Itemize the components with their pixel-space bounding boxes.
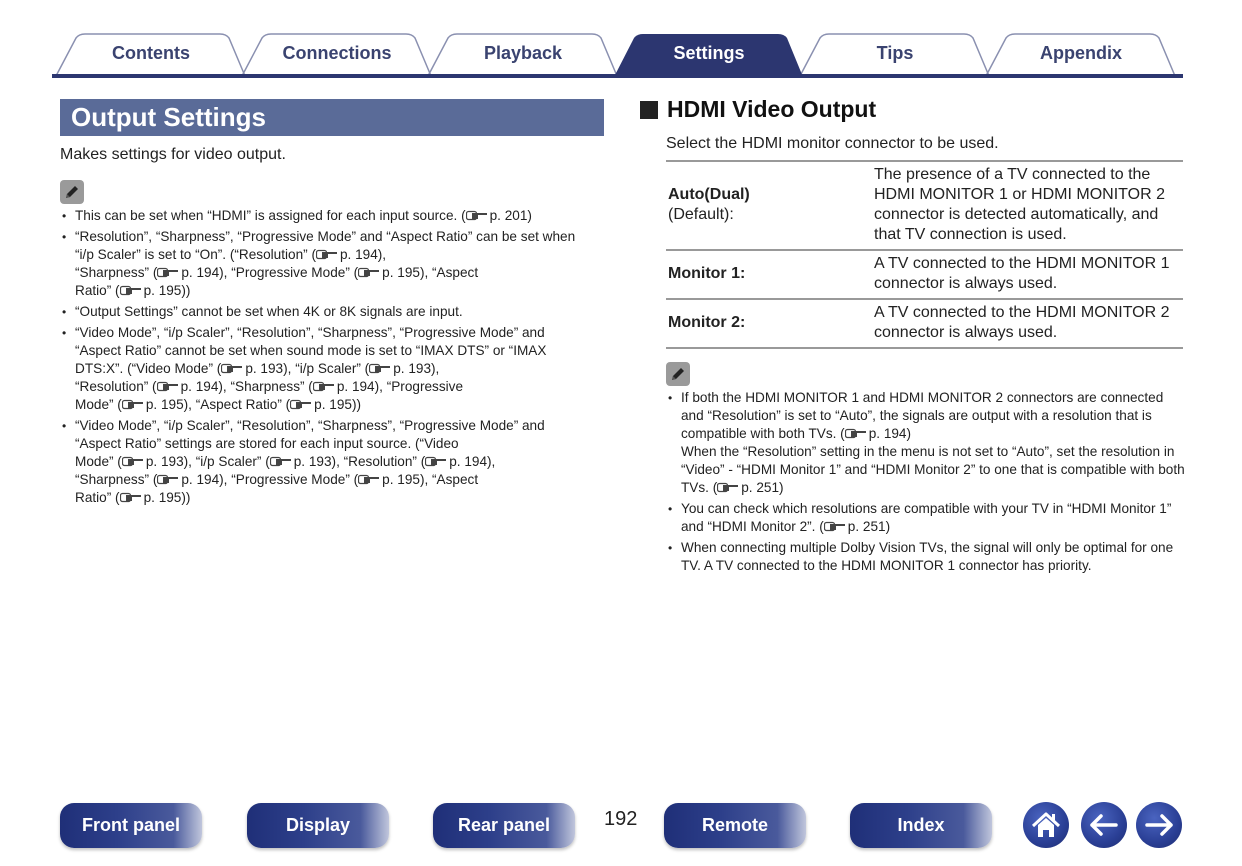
note-text: When the “Resolution” setting in the menu is not set to “Auto”, set the resolution in “Video” - “HDMI Monitor 1” and “HDMI Monitor 2” to one that is compatible with both TVs. ( [681, 444, 1185, 495]
reference-hand-icon [122, 456, 144, 467]
remote-button[interactable]: Remote [664, 803, 806, 848]
note-item [60, 303, 590, 321]
option-description: The presence of a TV connected to the HDMI MONITOR 1 or HDMI MONITOR 2 connector is detected automatically, and that TV connection is used. [874, 161, 1183, 250]
table-row [666, 161, 1183, 250]
note-text: ), [377, 247, 387, 262]
note-text: ), “Progressive Mode” ( [219, 265, 359, 280]
page-reference-link[interactable] [122, 454, 184, 469]
section-intro: Makes settings for video output. [60, 146, 286, 163]
page-reference-link[interactable] [290, 397, 352, 412]
page-reference-link[interactable] [717, 480, 779, 495]
reference-hand-icon [425, 456, 447, 467]
page-reference-link[interactable] [120, 283, 182, 298]
reference-hand-icon [221, 363, 243, 374]
arrow-right-icon [1142, 808, 1176, 842]
reference-hand-icon [717, 482, 739, 493]
page-reference-link[interactable] [466, 208, 528, 223]
page-reference-link[interactable] [358, 472, 420, 487]
page-reference-link[interactable] [157, 472, 219, 487]
subsection-heading-text: HDMI Video Output [667, 96, 877, 122]
page-reference-text: p. 194 [181, 472, 220, 487]
option-key [666, 250, 874, 299]
reference-hand-icon [845, 428, 867, 439]
arrow-left-icon [1087, 808, 1121, 842]
note-text: ) [906, 426, 912, 441]
option-name: Monitor 2: [668, 314, 746, 331]
reference-hand-icon [270, 456, 292, 467]
note-item [666, 539, 1186, 575]
front-panel-button[interactable]: Front panel [60, 803, 202, 848]
note-text: Ratio” ( [75, 490, 120, 505]
tab-connections[interactable]: Connections [282, 42, 392, 63]
page-reference-link[interactable] [358, 265, 420, 280]
tab-appendix[interactable]: Appendix [1039, 42, 1122, 63]
reference-hand-icon [157, 267, 179, 278]
pencil-icon [666, 362, 690, 386]
page-reference-text: p. 195 [382, 472, 420, 487]
note-text: ) [779, 480, 784, 495]
page-reference-link[interactable] [120, 490, 182, 505]
page-reference-link[interactable] [270, 454, 332, 469]
page-reference-link[interactable] [157, 265, 219, 280]
option-name: Auto(Dual) [668, 186, 750, 203]
note-text: “Video Mode”, “i/p Scaler”, “Resolution”, “Sharpness”, “Progressive Mode” and “Aspect Ratio” settings are stored for each input source. (“Video [75, 418, 545, 451]
page-reference-text: p. 193 [145, 454, 184, 469]
note-text: ), “i/p Scaler” ( [183, 454, 270, 469]
page-reference-link[interactable] [221, 361, 283, 376]
section-title: Output Settings [60, 99, 604, 136]
pencil-icon [60, 180, 84, 204]
note-text: “Resolution” ( [75, 379, 157, 394]
page-reference-text: p. 195 [143, 283, 182, 298]
page-reference-text: p. 195 [382, 265, 420, 280]
option-description: A TV connected to the HDMI MONITOR 2 connector is always used. [874, 299, 1183, 348]
page-reference-text: p. 194 [449, 454, 488, 469]
option-key [666, 161, 874, 250]
note-text: ), “Aspect Ratio” ( [183, 397, 291, 412]
note-text: ) [527, 208, 532, 223]
note-text: ), “Progressive Mode” ( [219, 472, 359, 487]
reference-hand-icon [316, 249, 338, 260]
next-page-button[interactable] [1136, 802, 1182, 848]
tab-tips[interactable]: Tips [876, 42, 914, 63]
note-text: )) [351, 397, 362, 412]
page-reference-text: p. 251 [847, 519, 886, 534]
page-reference-text: p. 194 [339, 247, 378, 262]
note-text: If both the HDMI MONITOR 1 and HDMI MONITOR 2 connectors are connected and “Resolution” is set to “Auto”, the signals are output with a resolution that is compatible with both TVs. ( [681, 390, 1164, 441]
note-text: ), “Aspect [419, 472, 479, 487]
reference-hand-icon [290, 399, 312, 410]
square-bullet-icon [640, 101, 658, 119]
note-text: Mode” ( [75, 397, 122, 412]
reference-hand-icon [157, 381, 179, 392]
reference-hand-icon [120, 285, 142, 296]
page-reference-link[interactable] [425, 454, 487, 469]
reference-hand-icon [358, 474, 380, 485]
previous-page-button[interactable] [1081, 802, 1127, 848]
page-reference-text: p. 194 [868, 426, 907, 441]
note-text: “Resolution”, “Sharpness”, “Progressive Mode” and “Aspect Ratio” can be set when “i/p Scaler” is set to “On”. (“Resolution” ( [75, 229, 576, 262]
page-reference-text: p. 194 [181, 265, 220, 280]
reference-hand-icon [122, 399, 144, 410]
page-reference-text: p. 195 [314, 397, 352, 412]
note-text: ), “Sharpness” ( [218, 379, 313, 394]
page-reference-link[interactable] [122, 397, 184, 412]
note-text: “Sharpness” ( [75, 265, 158, 280]
note-item [60, 207, 590, 225]
page-reference-link[interactable] [824, 519, 886, 534]
option-default-label: (Default): [668, 206, 734, 223]
note-text: ), “Resolution” ( [331, 454, 426, 469]
option-description: A TV connected to the HDMI MONITOR 1 connector is always used. [874, 250, 1183, 299]
home-button[interactable] [1023, 802, 1069, 848]
tab-contents[interactable]: Contents [112, 42, 190, 63]
page-reference-link[interactable] [313, 379, 375, 394]
note-item [666, 389, 1186, 497]
subsection-heading [640, 96, 876, 123]
display-button[interactable]: Display [247, 803, 389, 848]
subsection-description: Select the HDMI monitor connector to be used. [666, 135, 999, 152]
note-text: “Output Settings” cannot be set when 4K or 8K signals are input. [75, 304, 463, 319]
page-reference-text: p. 201 [489, 208, 528, 223]
note-item [60, 228, 590, 300]
option-key [666, 299, 874, 348]
note-text: )) [181, 283, 191, 298]
page-reference-text: p. 194 [336, 379, 375, 394]
note-item [60, 324, 590, 414]
note-text: ), [431, 361, 440, 376]
table-row [666, 250, 1183, 299]
note-text: You can check which resolutions are compatible with your TV in “HDMI Monitor 1” and “HDMI Monitor 2”. ( [681, 501, 1172, 534]
page-reference-text: p. 195 [143, 490, 182, 505]
note-text: ), “i/p Scaler” ( [283, 361, 370, 376]
page-number: 192 [604, 808, 638, 830]
reference-hand-icon [157, 474, 179, 485]
page-reference-text: p. 251 [741, 480, 780, 495]
reference-hand-icon [120, 492, 142, 503]
page-reference-text: p. 193 [393, 361, 432, 376]
page-reference-text: p. 194 [180, 379, 219, 394]
note-text: This can be set when “HDMI” is assigned for each input source. ( [75, 208, 466, 223]
note-text: Mode” ( [75, 454, 122, 469]
chapter-tabs [52, 32, 1183, 78]
options-table [666, 160, 1183, 349]
page-reference-text: p. 193 [245, 361, 284, 376]
note-item [666, 500, 1186, 536]
right-notes-list [666, 389, 1186, 578]
reference-hand-icon [466, 210, 488, 221]
note-item [60, 417, 590, 507]
note-text: )) [181, 490, 191, 505]
home-icon [1029, 808, 1063, 842]
reference-hand-icon [358, 267, 380, 278]
note-text: When connecting multiple Dolby Vision TVs, the signal will only be optimal for one TV. A TV connected to the HDMI MONITOR 1 connector has priority. [681, 540, 1174, 573]
note-text: ), “Progressive [374, 379, 464, 394]
note-text: ), “Aspect [419, 265, 479, 280]
left-notes-list [60, 207, 590, 510]
page-reference-text: p. 193 [293, 454, 332, 469]
note-text: “Video Mode”, “i/p Scaler”, “Resolution”, “Sharpness”, “Progressive Mode” and “Aspect Ratio” cannot be set when sound mode is set to “IMAX DTS” or “IMAX DTS:X”. (“Video Mode” ( [75, 325, 547, 376]
note-text: ), [487, 454, 496, 469]
rear-panel-button[interactable]: Rear panel [433, 803, 575, 848]
table-row [666, 299, 1183, 348]
page-reference-link[interactable] [369, 361, 431, 376]
tab-settings[interactable]: Settings [673, 42, 745, 63]
page-reference-link[interactable] [316, 247, 378, 262]
note-text: “Sharpness” ( [75, 472, 158, 487]
reference-hand-icon [313, 381, 335, 392]
option-name: Monitor 1: [668, 265, 746, 282]
page-reference-link[interactable] [845, 426, 907, 441]
reference-hand-icon [824, 521, 846, 532]
reference-hand-icon [369, 363, 391, 374]
page-reference-link[interactable] [157, 379, 219, 394]
page-reference-text: p. 195 [145, 397, 184, 412]
index-button[interactable]: Index [850, 803, 992, 848]
note-text: ) [885, 519, 891, 534]
tab-playback[interactable]: Playback [483, 42, 563, 63]
note-text: Ratio” ( [75, 283, 120, 298]
